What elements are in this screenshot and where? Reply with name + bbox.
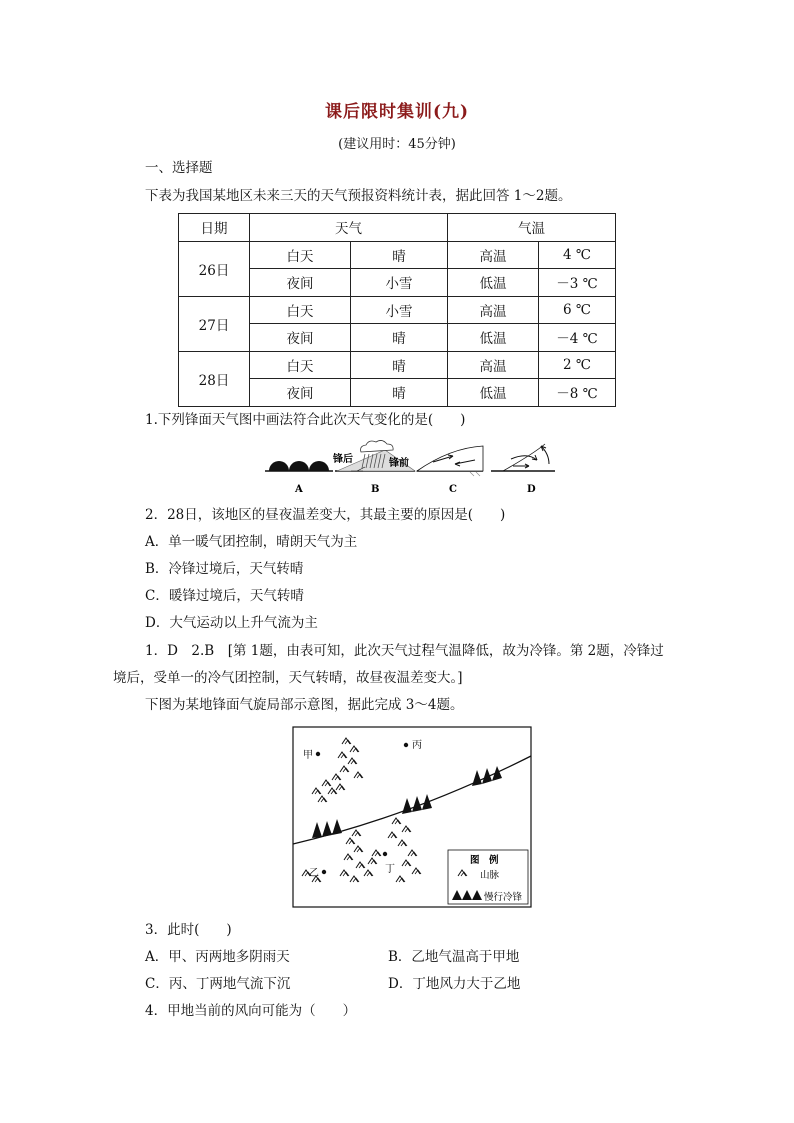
cell-temp-type: 高温 [448, 351, 539, 379]
cell-weather: 晴 [351, 324, 448, 352]
table-header-row [179, 214, 616, 242]
legend-title: 图 例 [470, 855, 499, 866]
cell-period: 夜间 [250, 269, 351, 297]
letter-d: D [527, 484, 536, 495]
diagram-d [491, 444, 555, 471]
label-ding: 丁 [385, 864, 395, 875]
point-jia [316, 752, 320, 756]
page-subtitle: (建议用时：45分钟) [338, 137, 456, 152]
label-front: 锋前 [389, 458, 409, 469]
cell-period: 白天 [250, 241, 351, 269]
point-ding [383, 852, 387, 856]
cell-temp-type: 低温 [448, 379, 539, 407]
label-yi: 乙 [309, 868, 319, 879]
cell-period: 白天 [250, 351, 351, 379]
q3-option-a: A．甲、丙两地多阴雨天 [145, 949, 290, 965]
letter-b: B [371, 484, 380, 495]
cell-date: 27日 [179, 296, 250, 351]
cell-temp-type: 低温 [448, 324, 539, 352]
diagram-c [417, 446, 483, 476]
header-date: 日期 [179, 214, 250, 242]
header-weather: 天气 [250, 214, 448, 242]
legend-front-label: 慢行冷锋 [484, 892, 523, 903]
weather-table [178, 213, 616, 407]
label-jia: 甲 [303, 750, 313, 761]
cell-temp-value: 4 ℃ [539, 241, 616, 269]
front-diagram [265, 440, 555, 496]
cell-temp-value: 2 ℃ [539, 351, 616, 379]
table-row [179, 351, 616, 379]
answer-line-1: 1．D 2.B [第 1题，由表可知，此次天气过程气温降低，故为冷锋。第 2题，冷锋过 [145, 643, 664, 659]
intro-2: 下图为某地锋面气旋局部示意图，据此完成 3～4题。 [145, 697, 464, 713]
cell-weather: 晴 [351, 379, 448, 407]
cell-period: 夜间 [250, 324, 351, 352]
question-4: 4．甲地当前的风向可能为（ ） [145, 1003, 357, 1019]
cell-period: 夜间 [250, 379, 351, 407]
table-row [179, 241, 616, 269]
question-3: 3．此时( ) [145, 922, 232, 938]
cell-temp-type: 高温 [448, 241, 539, 269]
cell-temp-type: 高温 [448, 296, 539, 324]
cell-temp-value: －4 ℃ [539, 324, 616, 352]
cell-weather: 小雪 [351, 269, 448, 297]
label-bing: 丙 [412, 740, 422, 751]
cell-temp-value: －8 ℃ [539, 379, 616, 407]
cell-date: 28日 [179, 351, 250, 406]
legend-front-icon [452, 890, 482, 900]
cell-temp-type: 低温 [448, 269, 539, 297]
q2-option-a: A．单一暖气团控制，晴朗天气为主 [145, 534, 358, 550]
legend [448, 850, 528, 904]
page-title: 课后限时集训(九) [324, 102, 470, 122]
q3-option-d: D．丁地风力大于乙地 [388, 976, 521, 992]
q3-option-b: B．乙地气温高于甲地 [388, 949, 520, 965]
diagram-a [265, 461, 333, 471]
diagram-b [332, 440, 415, 471]
q2-option-b: B．冷锋过境后，天气转晴 [145, 561, 304, 577]
letter-a: A [295, 484, 303, 495]
question-2: 2．28日，该地区的昼夜温差变大，其最主要的原因是( ) [145, 507, 506, 523]
cell-temp-value: 6 ℃ [539, 296, 616, 324]
section-title: 一、选择题 [145, 160, 213, 176]
q2-option-c: C．暖锋过境后，天气转晴 [145, 588, 304, 604]
cell-weather: 小雪 [351, 296, 448, 324]
cyclone-map [292, 726, 532, 908]
q3-option-c: C．丙、丁两地气流下沉 [145, 976, 291, 992]
q2-option-d: D．大气运动以上升气流为主 [145, 615, 318, 631]
header-temperature: 气温 [448, 214, 616, 242]
legend-mountain-label: 山脉 [480, 870, 500, 881]
intro-1: 下表为我国某地区未来三天的天气预报资料统计表，据此回答 1～2题。 [145, 188, 572, 204]
point-bing [404, 743, 408, 747]
cell-weather: 晴 [351, 241, 448, 269]
question-1: 1.下列锋面天气图中画法符合此次天气变化的是( ) [145, 412, 466, 428]
table-row [179, 296, 616, 324]
answer-line-2: 境后，受单一的冷气团控制，天气转晴，故昼夜温差变大。] [113, 670, 463, 686]
point-yi [322, 870, 326, 874]
cell-weather: 晴 [351, 351, 448, 379]
label-back: 锋后 [333, 454, 353, 465]
cell-temp-value: －3 ℃ [539, 269, 616, 297]
cell-period: 白天 [250, 296, 351, 324]
cell-date: 26日 [179, 241, 250, 296]
letter-c: C [449, 484, 457, 495]
